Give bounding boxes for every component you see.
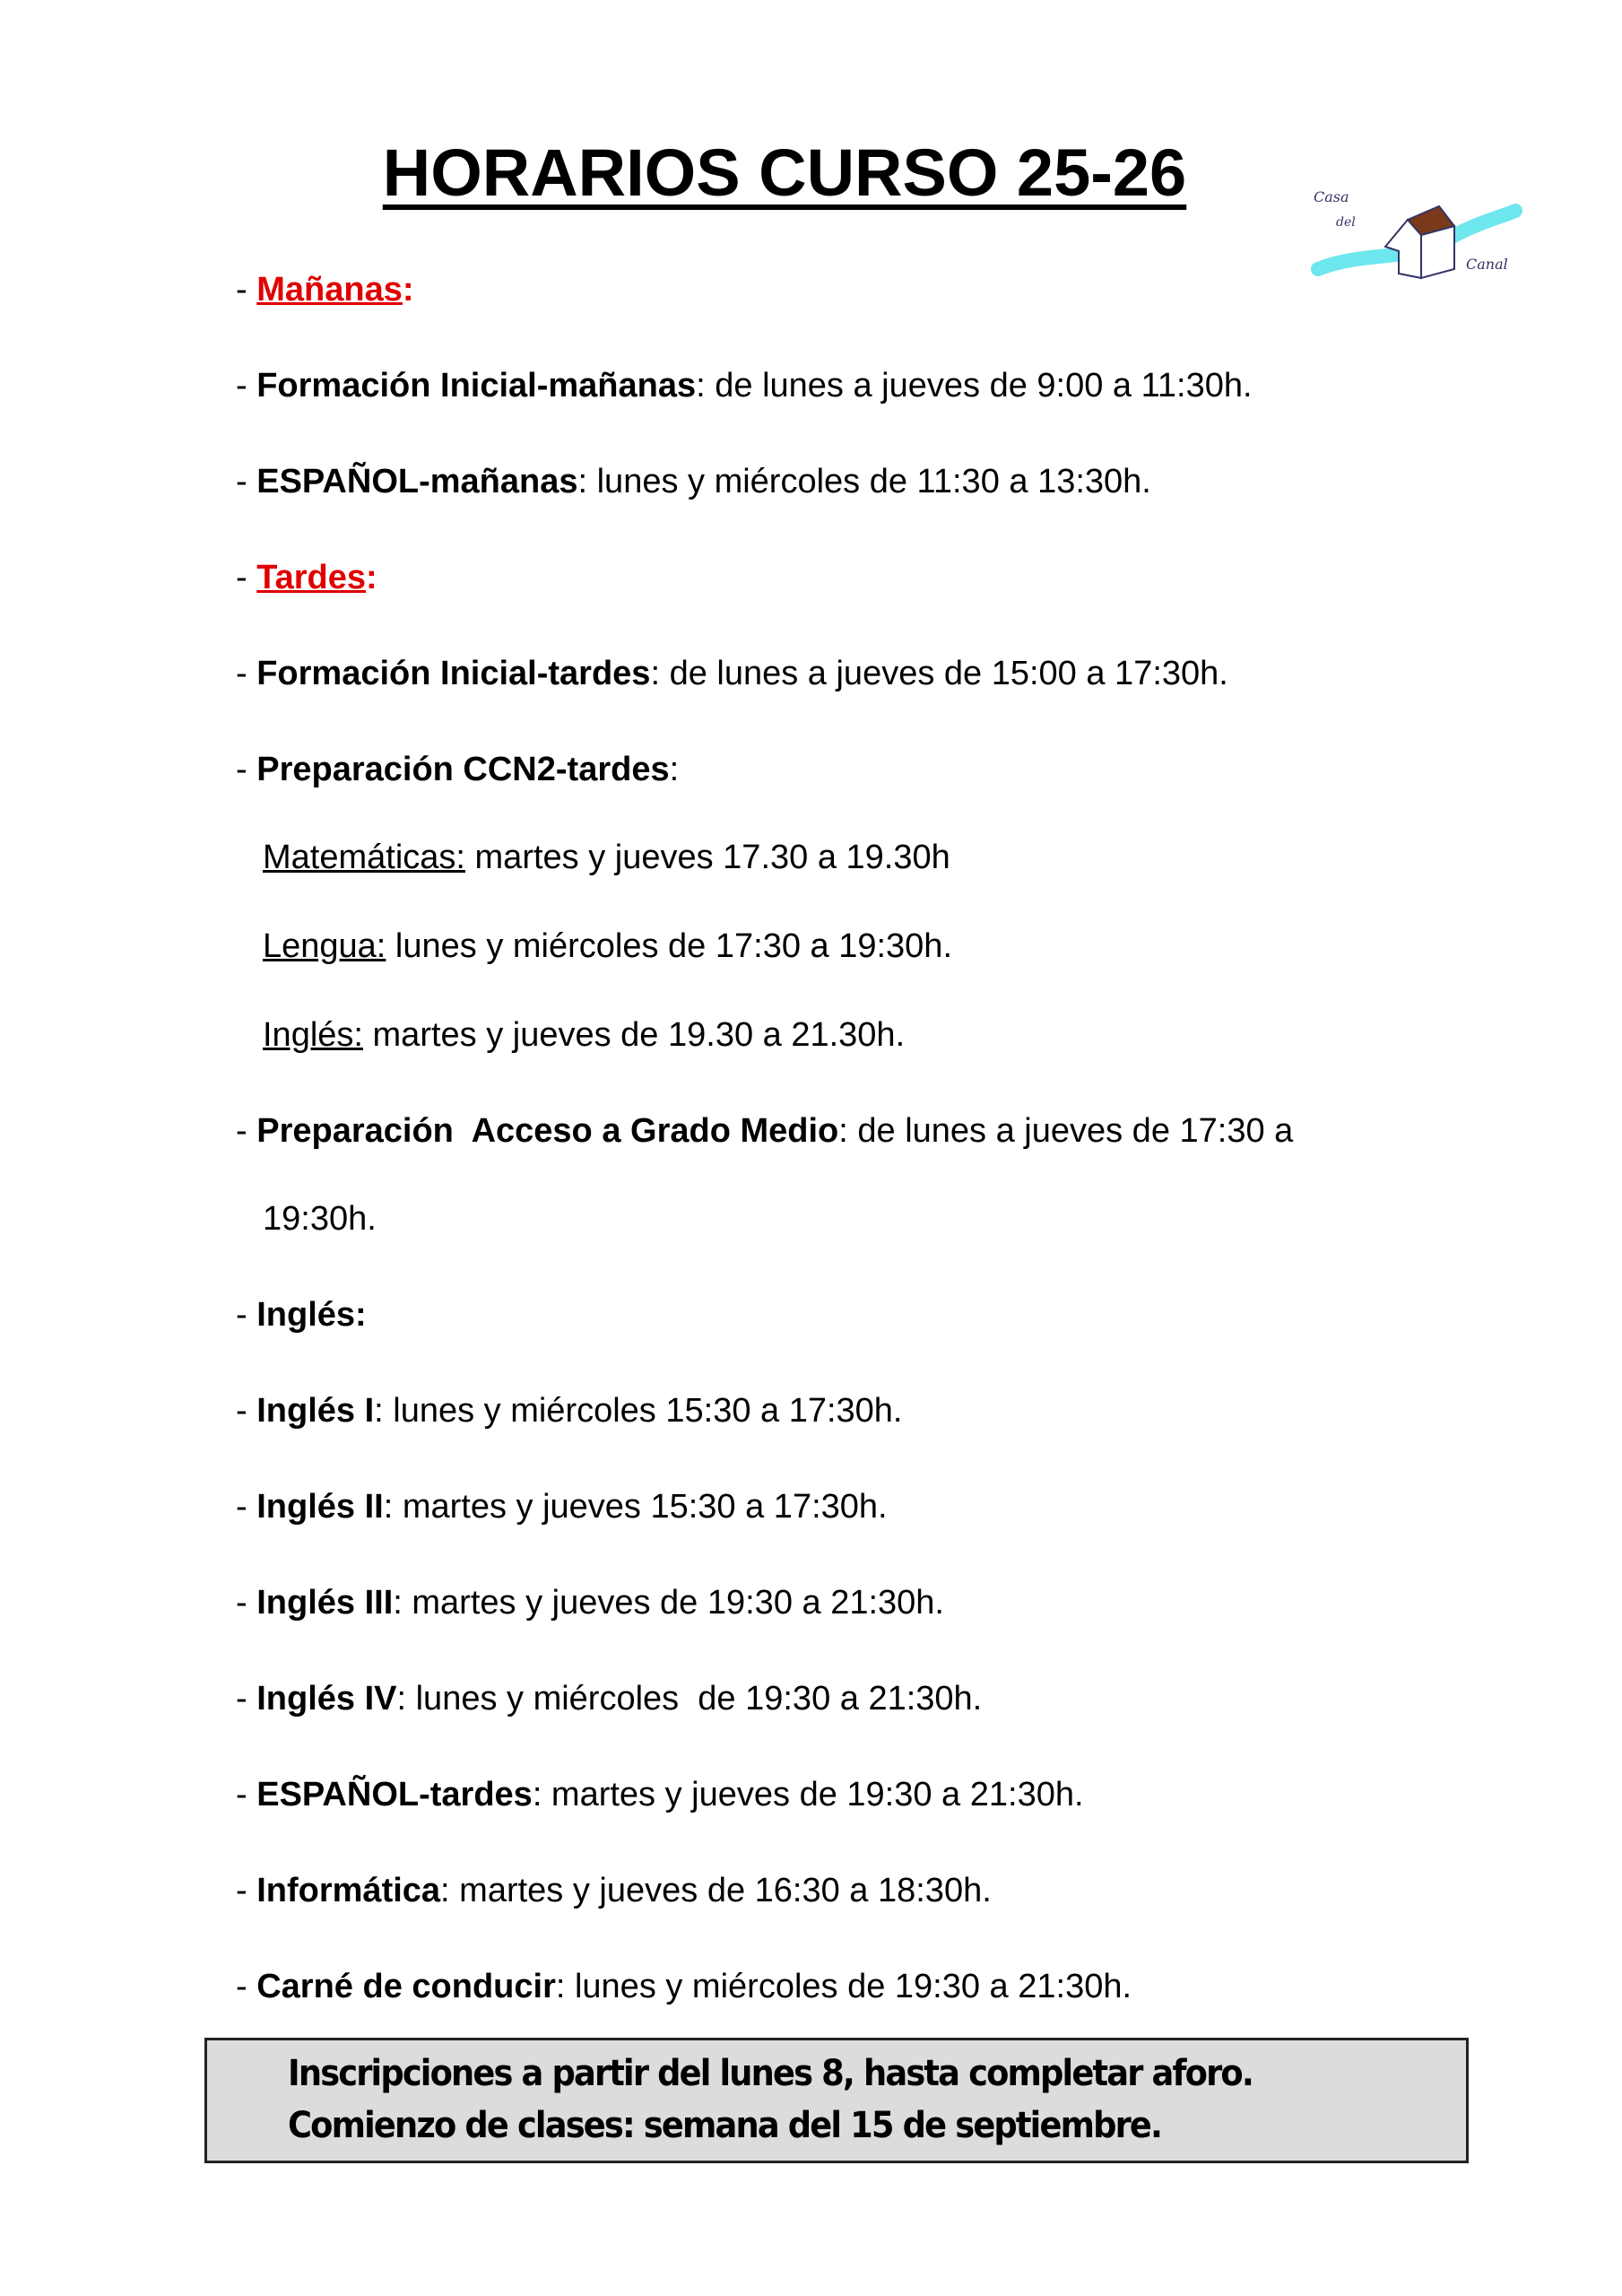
schedule-subitem: Lengua: lunes y miércoles de 17:30 a 19:30h. (263, 927, 952, 965)
schedule-item: - Inglés III: martes y jueves de 19:30 a 21:30h. (236, 1584, 944, 1622)
casa-del-canal-logo (1309, 179, 1524, 287)
schedule-item: - Formación Inicial-mañanas: de lunes a jueves de 9:00 a 11:30h. (236, 367, 1253, 404)
schedule-item: - Inglés IV: lunes y miércoles de 19:30 a 21:30h. (236, 1680, 983, 1718)
schedule-item-continuation: 19:30h. (263, 1200, 377, 1238)
schedule-item: - Inglés II: martes y jueves 15:30 a 17:30h. (236, 1488, 888, 1526)
section-heading-ingles: - Inglés: (236, 1296, 367, 1334)
page-title: HORARIOS CURSO 25-26 (382, 135, 1187, 210)
schedule-item: - Informática: martes y jueves de 16:30 a 18:30h. (236, 1872, 992, 1909)
schedule-subitem: Inglés: martes y jueves de 19.30 a 21.30h. (263, 1016, 906, 1054)
schedule-item: - ESPAÑOL-tardes: martes y jueves de 19:30 a 21:30h. (236, 1776, 1084, 1813)
schedule-item: - Carné de conducir: lunes y miércoles de 19:30 a 21:30h. (236, 1968, 1132, 2005)
notice-line-start: Comienzo de clases: semana del 15 de septiembre. (288, 2105, 1162, 2146)
schedule-item: - Inglés I: lunes y miércoles 15:30 a 17:30h. (236, 1392, 903, 1430)
schedule-item: - Formación Inicial-tardes: de lunes a jueves de 15:00 a 17:30h. (236, 655, 1228, 692)
svg-text:del: del (1336, 215, 1356, 230)
schedule-item: - Preparación Acceso a Grado Medio: de lunes a jueves de 17:30 a (236, 1112, 1294, 1150)
notice-line-enrollment: Inscripciones a partir del lunes 8, hasta completar aforo. (288, 2053, 1253, 2094)
schedule-item: - Preparación CCN2-tardes: (236, 751, 680, 788)
svg-text:Casa: Casa (1314, 188, 1349, 205)
schedule-item: - ESPAÑOL-mañanas: lunes y miércoles de 11:30 a 13:30h. (236, 463, 1151, 500)
schedule-subitem: Matemáticas: martes y jueves 17.30 a 19.30h (263, 839, 950, 876)
enrollment-notice (204, 2038, 1469, 2163)
svg-text:Canal: Canal (1466, 256, 1508, 273)
section-heading-tardes: - Tardes: (236, 559, 377, 596)
section-heading-mananas: - Mañanas: (236, 271, 414, 309)
